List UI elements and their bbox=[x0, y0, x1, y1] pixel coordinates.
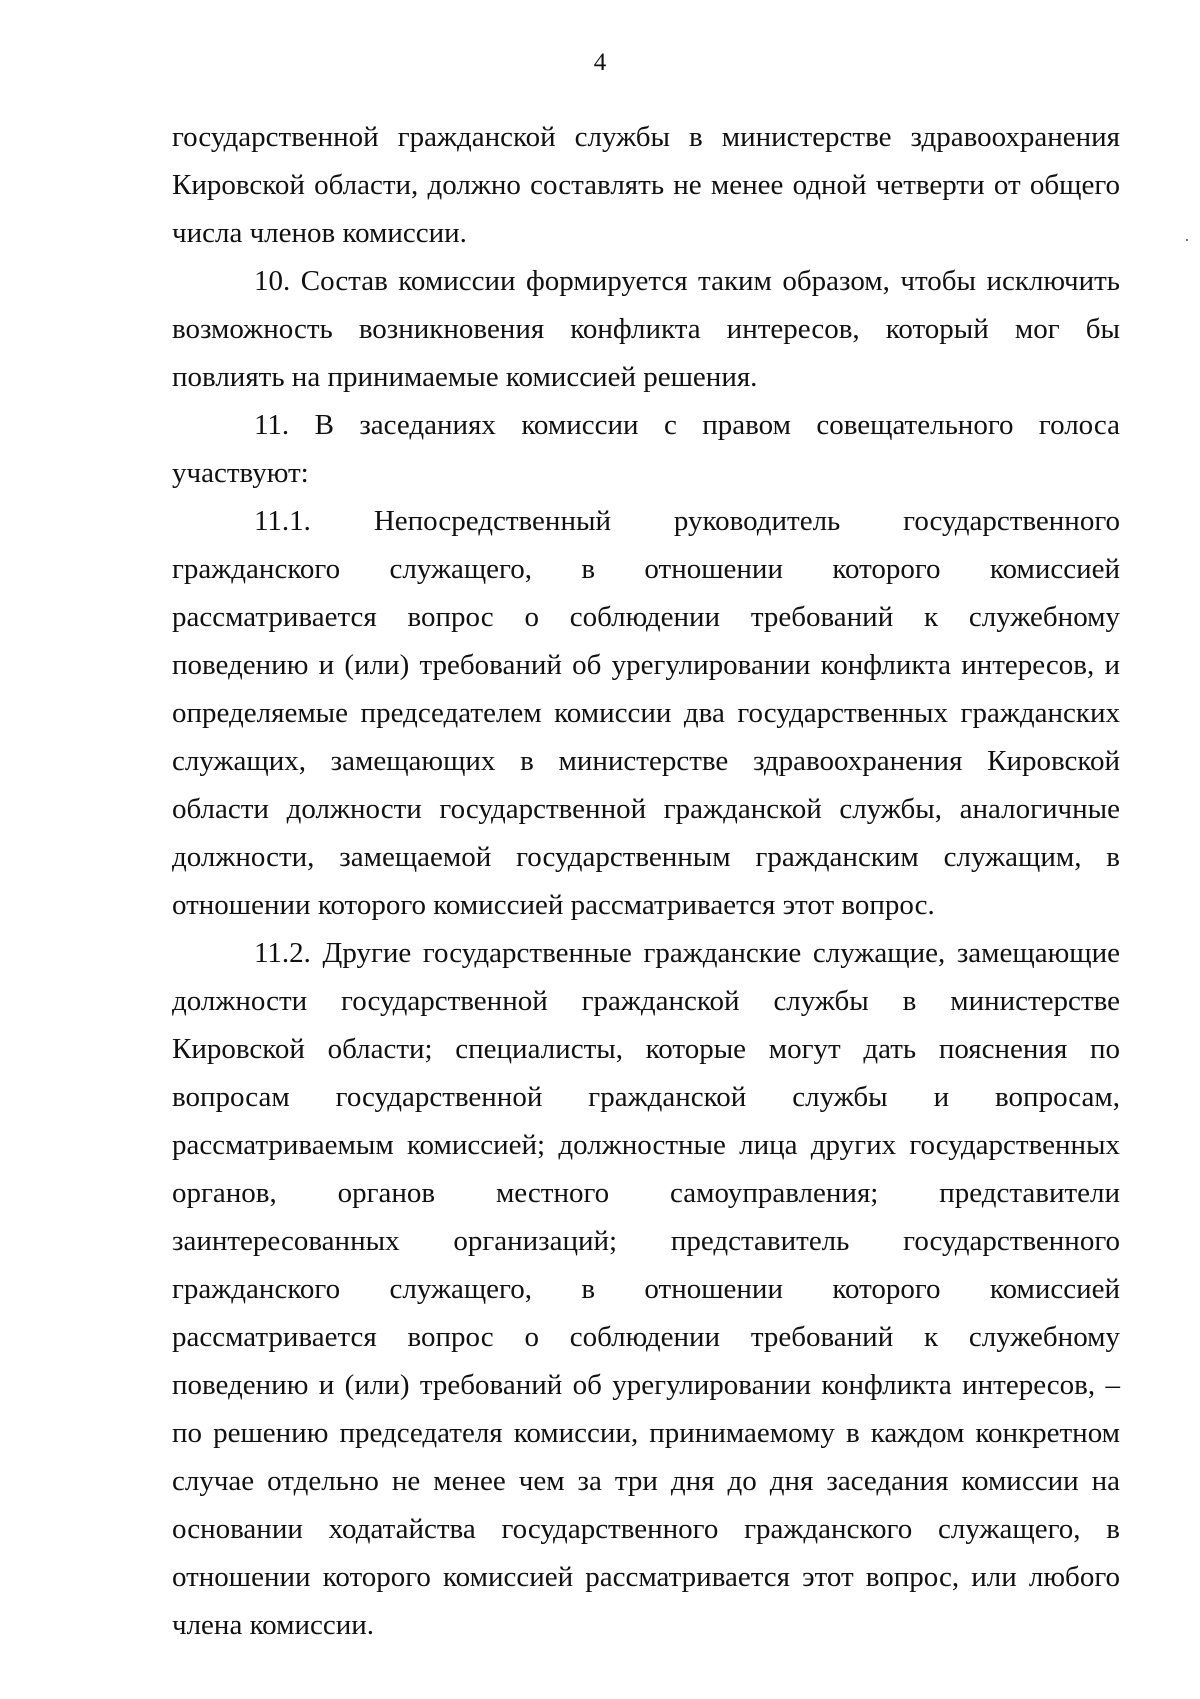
paragraph-11: 11. В заседаниях комиссии с правом совещательного голоса участвуют: bbox=[172, 409, 1120, 489]
document-body bbox=[172, 113, 1120, 1649]
paragraph-11-2: 11.2. Другие государственные гражданские служащие, замещающие должности государственной гражданской службы в министерстве Кировской области; специалисты, которые могут дать пояснения по вопросам государственной гражданской службы и вопросам, рассматриваемым комиссией; должностные лица других государственных органов, органов местного самоуправления; представители заинтересованных организаций; представитель государственного гражданского служащего, в отношении которого комиссией рассматривается вопрос о соблюдении требований к служебному поведению и (или) требований об урегулировании конфликта интересов, – по решению председателя комиссии, принимаемому в каждом конкретном случае отдельно не менее чем за три дня до дня заседания комиссии на основании ходатайства государственного гражданского служащего, в отношении которого комиссией рассматривается этот вопрос, или любого члена комиссии. bbox=[172, 937, 1120, 1641]
paragraph-11-1: 11.1. Непосредственный руководитель государственного гражданского служащего, в отношении которого комиссией рассматривается вопрос о соблюдении требований к служебному поведению и (или) требований об урегулировании конфликта интересов, и определяемые председателем комиссии два государственных гражданских служащих, замещающих в министерстве здравоохранения Кировской области должности государственной гражданской службы, аналогичные должности, замещаемой государственным гражданским служащим, в отношении которого комиссией рассматривается этот вопрос. bbox=[172, 505, 1120, 921]
scan-artifact-dot bbox=[1186, 239, 1188, 241]
paragraph-continuation: государственной гражданской службы в министерстве здравоохранения Кировской области, должно составлять не менее одной четверти от общего числа членов комиссии. bbox=[172, 121, 1120, 249]
paragraph-10: 10. Состав комиссии формируется таким образом, чтобы исключить возможность возникновения конфликта интересов, который мог бы повлиять на принимаемые комиссией решения. bbox=[172, 265, 1120, 393]
page-number: 4 bbox=[593, 49, 607, 76]
